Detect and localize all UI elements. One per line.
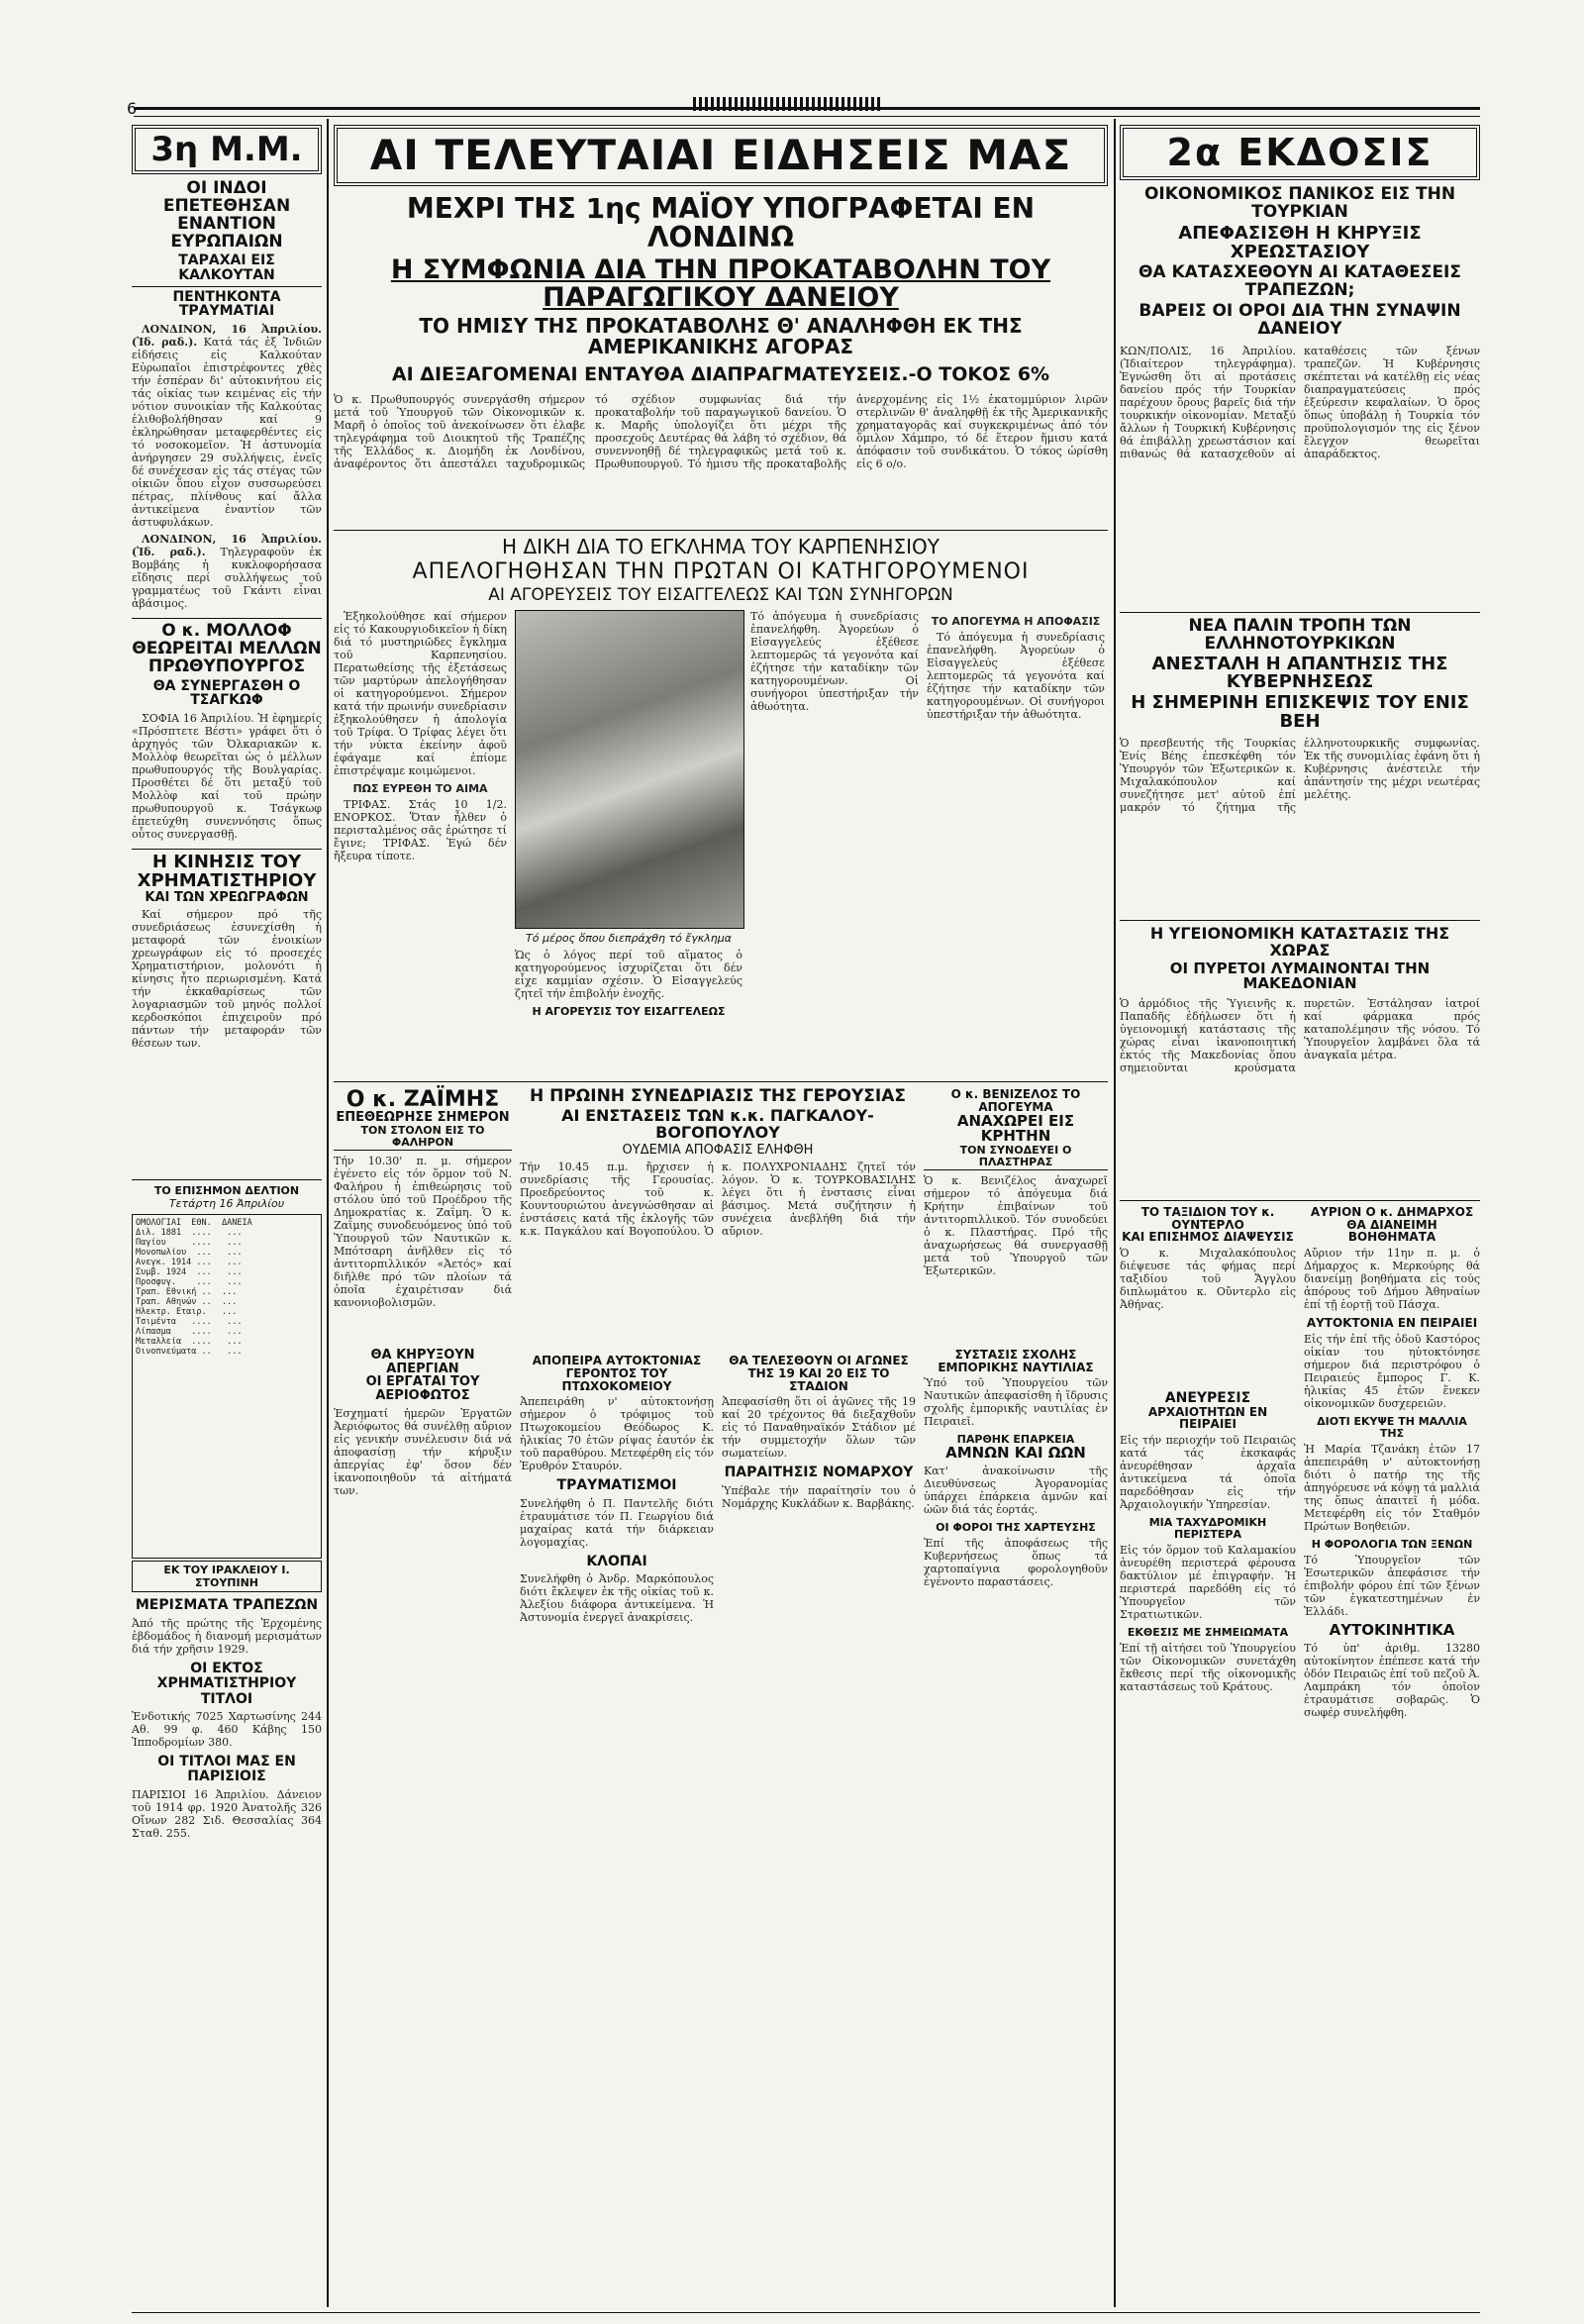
senate-subheadline: ΟΥΔΕΜΙΑ ΑΠΟΦΑΣΙΣ ΕΛΗΦΘΗ <box>622 1142 814 1158</box>
article-text: Κατά τάς ἐξ Ἰνδιῶν εἰδήσεις εἰς Καλκούταν Εὐρωπαῖοι ἐπιστρέφοντες χθὲς τήν ἑσπέραν δι' αὐτοκινήτου εἰς τάς οἰκίας των κειμένας εἰς τήν νότιον συνοικίαν τῆς Καλκούτας ἐλιθοβολήθησαν καί 9 ἐκληρώθησαν μεταφερθέντες εἰς τό νοσοκομεῖον. Ἡ ἀστυνομία ἀνήργησεν 29 συλλήψεις, ἐνεῖς δέ συνέχεσαν εἰς τάς στέγας τῶν οἰκιῶν ὅπου εἶχον συσσωρεύσει πέτρας, πλίνθους καί ἄλλα ἀντικείμενα ἐναντίον τῶν ἀστυφυλάκων. <box>132 336 322 530</box>
school-headline: ΣΥΣΤΑΣΙΣ ΣΧΟΛΗΣ <box>954 1348 1077 1363</box>
venizelos-subheadline: ΤΟΝ ΣΥΝΟΔΕΥΕΙ Ο ΠΛΑΣΤΗΡΑΣ <box>924 1145 1108 1170</box>
strike-headline: ΘΑ ΚΗΡΥΞΟΥΝ ΑΠΕΡΓΙΑΝ <box>370 1348 475 1376</box>
column-rule <box>1114 119 1116 2307</box>
supply-article: Κατ' ἀνακοίνωσιν τῆς Διευθύνσεως Ἀγορανομίας ὑπάρχει ἐπάρκεια ἀμνῶν καί ὠῶν διά τάς ἑορτάς. <box>924 1464 1108 1516</box>
center-column <box>334 125 1108 1624</box>
senate-subheadline: ΑΙ ΕΝΣΤΑΣΕΙΣ ΤΩΝ κ.κ. ΠΑΓΚΑΛΟΥ-ΒΟΓΟΠΟΥΛΟΥ <box>561 1106 874 1142</box>
health-article: Ὁ ἀρμόδιος τῆς Ὑγιεινῆς κ. Παπαδῆς ἐδήλωσεν ὅτι ἡ ὑγειονομική κατάστασις τῆς χώρας εἶναι ἱκανοποιητική ἐκτός τῆς Μακεδονίας ὅπου σημειοῦνται κρούσματα πυρετῶν. Ἐστάλησαν ἰατροί καί φάρμακα πρός καταπολέμησιν τῆς νόσου. Τό Ὑπουργεῖον λαμβάνει ὅλα τά ἀναγκαῖα μέτρα. <box>1120 997 1480 1075</box>
crime-scene-photo <box>515 610 744 929</box>
lower-center <box>334 1088 1108 1624</box>
article-text: Ὡς ὁ λόγος περί τοῦ αἵματος ὁ κατηγορούμενος ἰσχυρίζεται ὅτι δέν εἶχε καμμίαν σχέσιν. Ὁ Εἰσαγγελεύς ζητεῖ τήν ἐπιβολήν ἐνοχῆς. <box>515 949 742 1001</box>
divider <box>1120 612 1480 613</box>
dateline: ΛΟΝΔΙΝΟΝ, 16 Ἀπριλίου. (Ἰδ. ραδ.). <box>132 533 322 559</box>
lead-headline-2: Η ΣΥΜΦΩΝΙΑ ΔΙΑ ΤΗΝ ΠΡΟΚΑΤΑΒΟΛΗΝ ΤΟΥ ΠΑΡΑΓΩΓΙΚΟΥ ΔΑΝΕΙΟΥ <box>390 253 1051 314</box>
right-lower-col <box>1304 1206 1480 1719</box>
left-headline: Η ΚΙΝΗΣΙΣ ΤΟΥ ΧΡΗΜΑΤΙΣΤΗΡΙΟΥ <box>137 852 317 891</box>
trial-subheading: Η ΑΓΟΡΕΥΣΙΣ ΤΟΥ ΕΙΣΑΓΓΕΛΕΩΣ <box>532 1005 726 1019</box>
left-subheadline: ΠΕΝΤΗΚΟΝΤΑ ΤΡΑΥΜΑΤΙΑΙ <box>132 286 322 319</box>
games-headline: ΘΑ ΤΕΛΕΣΘΟΥΝ ΟΙ ΑΓΩΝΕΣ <box>729 1354 909 1368</box>
zaimis-subheadline: ΤΟΝ ΣΤΟΛΟΝ ΕΙΣ ΤΟ ΦΑΛΗΡΟΝ <box>334 1125 512 1151</box>
school-subheadline: ΕΜΠΟΡΙΚΗΣ ΝΑΥΤΙΛΙΑΣ <box>938 1360 1094 1374</box>
hair-heading: ΔΙΟΤΙ ΕΚΥΨΕ ΤΗ ΜΑΛΛΙΑ ΤΗΣ <box>1317 1415 1467 1441</box>
trial-headline-3: ΑΙ ΑΓΟΡΕΥΣΕΙΣ ΤΟΥ ΕΙΣΑΓΓΕΛΕΩΣ ΚΑΙ ΤΩΝ ΣΥΝΗΓΟΡΩΝ <box>488 584 953 605</box>
table-footer: ΕΚ ΤΟΥ ΙΡΑΚΛΕΙΟΥ Ι. ΣΤΟΥΠΙΝΗ <box>132 1561 322 1592</box>
left-headline: Ο κ. ΜΟΛΛΟΦ ΘΕΩΡΕΙΤΑΙ ΜΕΛΛΩΝ ΠΡΩΘΥΠΟΥΡΓΟΣ <box>132 621 322 676</box>
official-bulletin-date: Τετάρτη 16 Ἀπριλίου <box>168 1197 285 1211</box>
trial-section <box>334 610 1108 1075</box>
pigeon-heading: ΜΙΑ ΤΑΧΥΔΡΟΜΙΚΗ ΠΕΡΙΣΤΕΡΑ <box>1148 1515 1267 1541</box>
sub-block <box>520 1355 714 1624</box>
suicide-subheadline: ΓΕΡΟΝΤΟΣ ΤΟΥ ΠΤΩΧΟΚΟΜΕΙΟΥ <box>561 1366 672 1393</box>
divider <box>132 849 322 850</box>
bottom-rule <box>132 2312 1480 2313</box>
column-rule <box>327 119 329 2307</box>
zaimis-subheadline: ΕΠΕΘΕΩΡΗΣΕ ΣΗΜΕΡΟΝ <box>336 1110 510 1126</box>
foreigners-tax-heading: Η ΦΟΡΟΛΟΓΙΑ ΤΩΝ ΞΕΝΩΝ <box>1311 1538 1473 1552</box>
injuries-heading: ΤΡΑΥΜΑΤΙΣΜΟΙ <box>556 1477 677 1494</box>
lower-col <box>520 1088 916 1624</box>
finds-headline: ΑΝΕΥΡΕΣΙΣ <box>1164 1389 1251 1406</box>
right-headline: Η ΣΗΜΕΡΙΝΗ ΕΠΙΣΚΕΨΙΣ ΤΟΥ ΕΝΙΣ ΒΕΗ <box>1131 692 1469 733</box>
photo-caption: Τό μέρος ὅπου διεπράχθη τό ἔγκλημα <box>526 932 732 946</box>
right-lower-col <box>1120 1206 1296 1719</box>
games-subheadline: ΤΗΣ 19 ΚΑΙ 20 ΕΙΣ ΤΟ ΣΤΑΔΙΟΝ <box>747 1366 890 1393</box>
strike-subheadline: ΟΙ ΕΡΓΑΤΑΙ ΤΟΥ ΑΕΡΙΟΦΩΤΟΣ <box>365 1374 480 1404</box>
games-article: Ἀπεφασίσθη ὅτι οἱ ἀγῶνες τῆς 19 καί 20 τρέχοντος θά διεξαχθοῦν εἰς τό Παναθηναϊκόν Στάδιον μέ τήν συμμετοχήν ὅλων τῶν σωματείων. <box>722 1395 916 1461</box>
left-article <box>132 712 322 845</box>
senate-headline: Η ΠΡΩΙΝΗ ΣΥΝΕΔΡΙΑΣΙΣ ΤΗΣ ΓΕΡΟΥΣΙΑΣ <box>529 1086 907 1107</box>
left-article <box>132 323 322 614</box>
left-article <box>132 908 322 1175</box>
article-text: Τηλεγραφοῦν ἐκ Βομβάης ἡ κυκλοφορήσασα εἴδησις περί συλλήψεως τοῦ γραμματέως τοῦ Γκάντι εἶναι ἀβάσιμος. <box>132 546 322 611</box>
hair-article: Ἡ Μαρία Τζανάκη ἐτῶν 17 ἀπεπειράθη ν' αὐτοκτονήσῃ διότι ὁ πατήρ της τῆς ἀπηγόρευσε νά κόψῃ τά μαλλιά της ὅπως ἀπαιτεῖ ἡ μόδα. Μετεφέρθη εἰς τόν Σταθμόν Πρώτων Βοηθειῶν. <box>1304 1443 1480 1534</box>
right-headline: ΝΕΑ ΠΑΛΙΝ ΤΡΟΠΗ ΤΩΝ ΕΛΛΗΝΟΤΟΥΡΚΙΚΩΝ <box>1188 615 1412 654</box>
injuries-article: Συνελήφθη ὁ Π. Παντελῆς διότι ἐτραυμάτισε τόν Π. Γεωργίου διά μαχαίρας κατά τήν διάρκειαν λογομαχίας. <box>520 1496 714 1549</box>
strike-article: Ἐσχηματί ἡμερῶν Ἐργατῶν Ἀεριόφωτος θά συνέλθῃ αὔριον εἰς γενικήν συνέλευσιν διά νά ἀποφασίσῃ τήν κήρυξιν ἀπεργίας ἐφ' ὅσον δέν ἱκανοποιηθοῦν τά αἰτήματά των. <box>334 1406 512 1497</box>
right-headline: ΑΝΕΣΤΑΛΗ Η ΑΠΑΝΤΗΣΙΣ ΤΗΣ ΚΥΒΕΡΝΗΣΕΩΣ <box>1151 653 1448 693</box>
report-article: Ἐπί τῇ αἰτήσει τοῦ Ὑπουργείου τῶν Οἰκονομικῶν συνετάχθη ἔκθεσις περί τῆς οἰκονομικῆς καταστάσεως τοῦ Κράτους. <box>1120 1642 1296 1694</box>
article-text: Τό ἀπόγευμα ἡ συνεδρίασις ἐπανελήφθη. Ἀγορεύων ὁ Εἰσαγγελεύς ἐξέθεσε λεπτομερῶς τά γεγονότα καί ἐζήτησε τήν καταδίκην τῶν κατηγορουμένων. Οἱ συνήγοροι ὑπεστήριξαν τήν ἀθωότητα. <box>927 631 1105 722</box>
lower-col <box>924 1088 1108 1624</box>
right-headline: Η ΥΓΕΙΟΝΟΜΙΚΗ ΚΑΤΑΣΤΑΣΙΣ ΤΗΣ ΧΩΡΑΣ <box>1149 924 1450 960</box>
photo-block <box>515 610 742 1075</box>
right-edition-box: 2α ΕΚΔΟΣΙΣ <box>1120 125 1480 180</box>
venizelos-headline: Ο κ. ΒΕΝΙΖΕΛΟΣ ΤΟ ΑΠΟΓΕΥΜΑ <box>950 1087 1081 1114</box>
senate-article: Τήν 10.45 π.μ. ἤρχισεν ἡ συνεδρίασις τῆς Γερουσίας. Προεδρεύοντος τοῦ κ. Κουντουριώτου ἀνεγνώσθησαν αἱ ἐνστάσεις κατά τῆς ἐκλογῆς τῶν κ.κ. Παγκάλου καί Βογοπούλου. Ὁ κ. ΠΟΛΥΧΡΟΝΙΑΔΗΣ ζητεῖ τόν λόγον. Ὁ κ. ΤΟΥΡΚΟΒΑΣΙΛΗΣ λέγει ὅτι ἡ ἐνστασις εἶναι βάσιμος. Μετά συζήτησιν ἡ συνέχεια ἀνεβλήθη διά τήν αὔριον. <box>520 1161 916 1239</box>
prefect-article: Ὑπέβαλε τήν παραίτησίν του ὁ Νομάρχης Κυκλάδων κ. Βαρβάκης. <box>722 1483 916 1510</box>
thefts-article: Συνελήφθη ὁ Ἀνδρ. Μαρκόπουλος διότι ἔκλεψεν ἐκ τῆς οἰκίας τοῦ κ. Ἀλεξίου διάφορα ἀντικείμενα. Ἡ Ἀστυνομία ἐνεργεῖ ἀνακρίσεις. <box>520 1571 714 1624</box>
divider <box>1120 920 1480 921</box>
official-bulletin-title: ΤΟ ΕΠΙΣΗΜΟΝ ΔΕΛΤΙΟΝ <box>153 1184 300 1198</box>
divider <box>1120 1200 1480 1201</box>
article-text: ΣΟΦΙΑ 16 Ἀπριλίου. Ἡ ἐφημερίς «Πρόσπτετε Βέστι» γράφει ὅτι ὁ ἀρχηγός τῶν Ὀλκαριακῶν κ. Μολλὸφ θεωρεῖται ὡς ὁ μέλλων πρωθυπουργός τῆς Βουλγαρίας. Προσθέτει δέ ὅτι μεταξύ τοῦ Μολλὸφ καί τοῦ πρώην πρωθυπουργοῦ κ. Τσάγκωφ ἐπετεύχθη συνεννόησις ὅπως οὗτος συνεργασθῇ. <box>132 712 322 842</box>
lead-headline-3: ΤΟ ΗΜΙΣΥ ΤΗΣ ΠΡΟΚΑΤΑΒΟΛΗΣ Θ' ΑΝΑΛΗΦΘΗ ΕΚ ΤΗΣ ΑΜΕΡΙΚΑΝΙΚΗΣ ΑΓΟΡΑΣ <box>419 314 1023 359</box>
center-banner: ΑΙ ΤΕΛΕΥΤΑΙΑΙ ΕΙΔΗΣΕΙΣ ΜΑΣ <box>334 125 1108 186</box>
supply-headline: ΠΑΡΘΗΚ ΕΠΑΡΚΕΙΑ <box>956 1433 1075 1447</box>
suicide-headline: ΑΠΟΠΕΙΡΑ ΑΥΤΟΚΤΟΝΙΑΣ <box>532 1354 702 1368</box>
lead-headline-4: ΑΙ ΔΙΕΞΑΓΟΜΕΝΑΙ ΕΝΤΑΥΘΑ ΔΙΑΠΡΑΓΜΑΤΕΥΣΕΙΣ.-Ο ΤΟΚΟΣ 6% <box>391 363 1050 386</box>
trip-headline: ΤΟ ΤΑΞΙΔΙΟΝ ΤΟΥ κ. ΟΥΝΤΕΡΛΟ <box>1140 1205 1275 1232</box>
school-article: Ὑπό τοῦ Ὑπουργείου τῶν Ναυτικῶν ἀπεφασίσθη ἡ ἵδρυσις σχολῆς ἐμπορικῆς ναυτιλίας ἐν Πειραιεῖ. <box>924 1376 1108 1429</box>
trial-headline: Η ΔΙΚΗ ΔΙΑ ΤΟ ΕΓΚΛΗΜΑ ΤΟΥ ΚΑΡΠΕΝΗΣΙΟΥ <box>502 535 940 559</box>
dateline: ΛΟΝΔΙΝΟΝ, 16 Ἀπριλίου. (Ἰδ. ραδ.). <box>132 323 322 350</box>
closing-text: Ἐνδοτικής 7025 Χαρτωσίνης 244 Αθ. 99 φ. 460 Κάβης 150 Ἰπποδρομίων 380. <box>132 1710 322 1750</box>
tax-heading: ΟΙ ΦΟΡΟΙ ΤΗΣ ΧΑΡΤΕΥΣΗΣ <box>936 1520 1096 1534</box>
trip-article: Ὁ κ. Μιχαλακόπουλος διέψευσε τάς φήμας περί ταξιδίου τοῦ Ἄγγλου διπλωμάτου κ. Οὔντερλο εἰς Ἀθήνας. <box>1120 1246 1296 1311</box>
right-lower <box>1120 1206 1480 1719</box>
divider <box>334 530 1108 531</box>
right-headline: ΟΙΚΟΝΟΜΙΚΟΣ ΠΑΝΙΚΟΣ ΕΙΣ ΤΗΝ ΤΟΥΡΚΙΑΝ <box>1143 184 1456 222</box>
venizelos-subheadline: ΑΝΑΧΩΡΕΙ ΕΙΣ ΚΡΗΤΗΝ <box>956 1111 1075 1146</box>
page-number: 6 <box>127 99 138 118</box>
mayor-headline: ΑΥΡΙΟΝ Ο κ. ΔΗΜΑΡΧΟΣ <box>1310 1205 1474 1220</box>
finds-article: Εἰς τήν περιοχήν τοῦ Πειραιῶς κατά τάς ἐκσκαφάς ἀνευρέθησαν ἀρχαῖα ἀντικείμενα τά ὁποῖα παρεδόθησαν εἰς τήν Ἀρχαιολογικήν Ὑπηρεσίαν. <box>1120 1433 1296 1511</box>
talks-article: Ὁ πρεσβευτής τῆς Τουρκίας Ἐνίς Βέης ἐπεσκέφθη τόν Ὑπουργόν τῶν Ἐξωτερικῶν κ. Μιχαλακόπουλον καί συνεζήτησε μετ' αὐτοῦ ἐπί μακρόν τό ζήτημα τῆς ἑλληνοτουρκικῆς συμφωνίας. Ἐκ τῆς συνομιλίας ἐφάνη ὅτι ἡ Κυβέρνησις ἀνέστειλε τήν ἀπάντησίν της μέχρι νεωτέρας μελέτης. <box>1120 737 1480 815</box>
exchange-table: ΟΜΟΛΟΓΙΑΙ ΕΘΝ. ΔΑΝΕΙΑ Διλ. 1881 .... ... Παγίου .... ... Μονοπωλίου ... ... Ανεγκ. 1914 ... ... Συμβ. 1924 ... ... Προσφυγ. ... ... Τραπ. Εθνική .. ... Τραπ. Αθηνών .. ... Ηλεκτρ. Εταιρ. ... Τσιμέντα .... ... Λίπασμα .... ... Μεταλλεία .... ... Οινοπνεύματα .. ... <box>132 1214 322 1559</box>
thefts-heading: ΚΛΟΠΑΙ <box>586 1553 647 1569</box>
article-text: Ἐξηκολούθησε καί σήμερον εἰς τό Κακουργιοδικεῖον ἡ δίκη διά τό μυστηριῶδες ἔγκλημα τοῦ Καρπενησίου. Περατωθείσης τῆς ἐξετάσεως τῶν μαρτύρων ἀπελογήθησαν οἱ κατηγορούμενοι. Σήμερον κατά τήν πρωινήν συνεδρίασιν ἐξηκολούθησεν ἡ ἀπολογία τοῦ Τρίφα. Ὁ Τρίφας λέγει ὅτι τήν νύκτα ἐκείνην ἀφοῦ ἐφάγαμε καί ἐπίομε ἐπιστρέψαμε κοιμώμενοι. <box>334 610 507 778</box>
foreigners-tax-article: Τό Ὑπουργεῖον τῶν Ἐσωτερικῶν ἀπεφάσισε τήν ἐπιβολήν φόρου ἐπί τῶν ξένων τῶν ἐγκατεστημένων ἐν Ἑλλάδι. <box>1304 1554 1480 1619</box>
left-headline: ΟΙ ΙΝΔΟΙ ΕΠΕΤΕΘΗΣΑΝ ΕΝΑΝΤΙΟΝ ΕΥΡΩΠΑΙΩΝ <box>162 178 291 252</box>
divider <box>132 618 322 619</box>
trial-article <box>334 610 507 1075</box>
suicide-article: Ἀπεπειράθη ν' αὐτοκτονήσῃ σήμερον ὁ τρόφιμος τοῦ Πτωχοκομείου Θεόδωρος Κ. ἡλικίας 70 ἐτῶν ρίψας ἑαυτόν ἐκ τοῦ παραθύρου. Μετεφέρθη εἰς τόν Ἐρυθρόν Σταυρόν. <box>520 1395 714 1473</box>
suicide-article: Εἰς τήν ἐπί τῆς ὁδοῦ Καστόρος οἰκίαν του ηὐτοκτόνησε σήμερον διά περιστρόφου ὁ Πειραιεύς ἔμπορος Γ. Κ. ἡλικίας 45 ἐτῶν ἕνεκεν οἰκονομικῶν δυσχερειῶν. <box>1304 1333 1480 1411</box>
trial-subheading: ΤΟ ΑΠΟΓΕΥΜΑ Η ΑΠΟΦΑΣΙΣ <box>931 615 1101 629</box>
cars-heading: ΑΥΤΟΚΙΝΗΤΙΚΑ <box>1329 1621 1455 1640</box>
article-text: ΤΡΙΦΑΣ. Στάς 10 1/2. ΕΝΟΡΚΟΣ. Ὅταν ἦλθεν ὁ περισταλμένος σᾶς ἐρώτησε τί ἔγινε; ΤΡΙΦΑΣ. Ἐγώ δέν ἤξευρα τίποτε. <box>334 798 507 863</box>
left-subheadline: ΚΑΙ ΤΩΝ ΧΡΕΩΓΡΑΦΩΝ <box>145 889 309 905</box>
right-headline: ΑΠΕΦΑΣΙΣΘΗ Η ΚΗΡΥΞΙΣ ΧΡΕΩΣΤΑΣΙΟΥ <box>1178 222 1422 262</box>
turkey-article: ΚΩΝ/ΠΟΛΙΣ, 16 Ἀπριλίου. (Ἰδιαίτερον τηλεγράφημα). Ἐγνώσθη ὅτι αἱ προτάσεις δανείου πρός τήν Τουρκίαν παρέχουν ὅρους βαρεῖς διά τήν τουρκικήν οἰκονομίαν. Μεταξύ ἄλλων ἡ Τουρκική Κυβέρνησις θά ἐπιβάλλῃ χρεωστάσιον καί πιθανώς θά κατασχεθοῦν αἱ καταθέσεις τῶν ξένων τραπεζῶν. Ἡ Κυβέρνησις σκέπτεται νά κατέλθῃ εἰς νέας διαπραγματεύσεις πρός ἐξεύρεσιν κεφαλαίων. Ὁ ὅρος ὅπως ὑποβάλῃ ἡ Τουρκία τόν προϋπολογισμόν της εἰς ξένον ἔλεγχον θεωρεῖται ἀπαράδεκτος. <box>1120 344 1480 460</box>
prefect-heading: ΠΑΡΑΙΤΗΣΙΣ ΝΟΜΑΡΧΟΥ <box>724 1465 914 1481</box>
rates-heading: ΜΕΡΙΣΜΑΤΑ ΤΡΑΠΕΖΩΝ <box>135 1597 319 1614</box>
pigeon-article: Εἰς τόν ὅρμον τοῦ Καλαμακίου ἀνευρέθη περιστερά φέρουσα δακτύλιον μέ ἐπιγραφήν. Ἡ περιστερά παρεδόθη εἰς τό Ὑπουργεῖον τῶν Στρατιωτικῶν. <box>1120 1544 1296 1622</box>
lead-headline: ΜΕΧΡΙ ΤΗΣ 1ης ΜΑΪΟΥ ΥΠΟΓΡΑΦΕΤΑΙ ΕΝ ΛΟΝΔΙΝΩ <box>406 192 1036 254</box>
divider <box>334 1081 1108 1082</box>
closing-heading: ΟΙ ΕΚΤΟΣ ΧΡΗΜΑΤΙΣΤΗΡΙΟΥ ΤΙΤΛΟΙ <box>156 1660 297 1707</box>
tax-article: Ἐπί τῆς ἀποφάσεως τῆς Κυβερνήσεως ὅπως τά χαρτοπαίγνια φορολογηθοῦν ἐγένοντο παραστάσεις. <box>924 1536 1108 1588</box>
cars-article: Τό ὑπ' ἀριθμ. 13280 αὐτοκίνητον ἐπέπεσε κατά τήν ὁδόν Πειραιῶς ἐπί τοῦ πεζοῦ Ἀ. Λαμπράκη τόν ὁποῖον ἐτραυμάτισε σοβαρῶς. Ὁ σωφέρ συνελήφθη. <box>1304 1642 1480 1720</box>
trial-article: Τό ἀπόγευμα ἡ συνεδρίασις ἐπανελήφθη. Ἀγορεύων ὁ Εἰσαγγελεύς ἐξέθεσε λεπτομερῶς τά γεγονότα καί ἐζήτησε τήν καταδίκην τῶν κατηγορουμένων. Οἱ συνήγοροι ὑπεστήριξαν τήν ἀθωότητα. <box>750 610 919 714</box>
right-headline: ΟΙ ΠΥΡΕΤΟΙ ΛΥΜΑΙΝΟΝΤΑΙ ΤΗΝ ΜΑΚΕΔΟΝΙΑΝ <box>1169 959 1431 993</box>
trial-headline-2: ΑΠΕΛΟΓΗΘΗΣΑΝ ΤΗΝ ΠΡΩΤΑΝ ΟΙ ΚΑΤΗΓΟΡΟΥΜΕΝΟΙ <box>412 559 1030 585</box>
left-subheadline: ΘΑ ΣΥΝΕΡΓΑΣΘΗ Ο ΤΣΑΓΚΩΦ <box>152 677 301 709</box>
right-headline: ΘΑ ΚΑΤΑΣΧΕΘΟΥΝ ΑΙ ΚΑΤΑΘΕΣΕΙΣ ΤΡΑΠΕΖΩΝ; <box>1138 262 1461 301</box>
report-heading: ΕΚΘΕΣΙΣ ΜΕ ΣΗΜΕΙΩΜΑΤΑ <box>1127 1626 1289 1640</box>
zaimis-article: Τήν 10.30' π. μ. σήμερον ἐγένετο εἰς τόν ὅρμον τοῦ Ν. Φαλήρου ἡ ἐπιθεώρησις τοῦ στόλου ὑπό τοῦ Προέδρου τῆς Δημοκρατίας κ. Ζαΐμη. Ὁ κ. Ζαΐμης συνοδευόμενος ὑπό τοῦ Ὑπουργοῦ τῶν Ναυτικῶν κ. Μπότσαρη ἀνῆλθεν εἰς τό ἀντιτορπιλλικόν «Ἀετός» καί διῆλθε πρό τῶν πλοίων τά ὁποῖα ἐχαιρέτισαν διά κανονιοβολισμῶν. <box>334 1155 512 1310</box>
left-edition-box: 3η Μ.Μ. <box>132 125 322 174</box>
senate-subrow <box>520 1355 916 1624</box>
top-rule <box>134 107 1480 117</box>
mayor-subheadline: ΘΑ ΔΙΑΝΕΙΜΗ ΒΟΗΘΗΜΑΤΑ <box>1346 1217 1437 1245</box>
lead-article: Ὁ κ. Πρωθυπουργός συνεργάσθη σήμερον μετά τοῦ Ὑπουργοῦ τῶν Οἰκονομικῶν κ. Μαρῆ ὁ ὁποῖος τοῦ ἀνεκοίνωσεν ὅτι ἐλαβε τηλεγράφημα τοῦ Διοικητοῦ τῆς Τραπέζης τῆς Ἑλλάδος κ. Διομήδη ἐκ Λονδίνου, ἀναφέροντος ὅτι ἀπεστάλει ταχυδρομικῶς τό σχέδιον συμφωνίας διά τήν προκαταβολήν τοῦ παραγωγικοῦ δανείου. Ὁ κ. Μαρῆς ὑπολογίζει ὅτι μέχρι τῆς προσεχοῦς Δευτέρας θά λάβη τό σχέδιον, θά συνεννοηθῇ δέ τηλεγραφικῶς μετά τοῦ κ. Πρωθυπουργοῦ. Τό ἡμισυ τῆς προκαταβολῆς ἀνερχομένης εἰς 1½ ἑκατομμύριον λιρῶν στερλινῶν θ' ἀναληφθῇ ἐκ τῆς Ἀμερικανικῆς χρηματαγορᾶς καί συγκεκριμένως ἀπό τόν ὅμιλον Χάμπρο, τό δέ ἕτερον ἥμισυ κατά ἀπόφασιν τοῦ συνδικάτου. Ὁ τόκος ὡρίσθη εἰς 6 ο/ο. <box>334 393 1108 471</box>
trial-article <box>927 610 1105 1075</box>
trip-subheadline: ΚΑΙ ΕΠΙΣΗΜΟΣ ΔΙΑΨΕΥΣΙΣ <box>1122 1230 1294 1245</box>
article-text: Καί σήμερον πρό τῆς συνεδριάσεως ἐσυνεχίσθη ἡ μεταφορά τῶν ἐνοικίων χρεωγράφων εἰς τό προσεχές Χρηματιστήριον, μολονότι ἡ κίνησις ἦτο περιωρισμένη. Κατά τήν ἐκκαθαρίσεως τῶν λογαριασμῶν τοῦ μηνός πολλοί κερδοσκόποι ἐπιχειροῦν πρό πάντων τήν μεταφοράν τῶν θέσεων των. <box>132 908 322 1051</box>
left-subheadline: ΤΑΡΑΧΑΙ ΕΙΣ ΚΑΛΚΟΥΤΑΝ <box>178 253 275 284</box>
left-column <box>132 125 322 1840</box>
rates-text: Ἀπό τῆς πρώτης τῆς Ἐρχομένης ἑβδομάδος ἡ διανομή μερισμάτων διά τήν χρῆσιν 1929. <box>132 1616 322 1656</box>
paris-text: ΠΑΡΙΣΙΟΙ 16 Ἀπριλίου. Δάνειον τοῦ 1914 φρ. 1920 Ἀνατολῆς 326 Οἴνων 282 Σιδ. Θεσσαλίας 364 Σταθ. 255. <box>132 1787 322 1840</box>
mayor-article: Αὔριον τήν 11ην π. μ. ὁ Δήμαρχος κ. Μερκούρης θά διανείμῃ βοηθήματα εἰς τούς ἀπόρους τοῦ Δήμου Ἀθηναίων ἐπί τῇ ἑορτῇ τοῦ Πάσχα. <box>1304 1246 1480 1311</box>
right-headline: ΒΑΡΕΙΣ ΟΙ ΟΡΟΙ ΔΙΑ ΤΗΝ ΣΥΝΑΨΙΝ ΔΑΝΕΙΟΥ <box>1138 301 1461 339</box>
suicide-heading: ΑΥΤΟΚΤΟΝΙΑ ΕΝ ΠΕΙΡΑΙΕΙ <box>1306 1315 1478 1330</box>
finds-subheadline: ΑΡΧΑΙΟΤΗΤΩΝ ΕΝ ΠΕΙΡΑΙΕΙ <box>1147 1404 1268 1432</box>
paris-heading: ΟΙ ΤΙΤΛΟΙ ΜΑΣ ΕΝ ΠΑΡΙΣΙΟΙΣ <box>157 1754 296 1785</box>
trial-subheading: ΠΩΣ ΕΥΡΕΘΗ ΤΟ ΑΙΜΑ <box>352 782 488 796</box>
sub-block <box>722 1355 916 1624</box>
zaimis-headline: Ο κ. ΖΑΪΜΗΣ <box>346 1087 500 1113</box>
supply-subheadline: ΑΜΝΩΝ ΚΑΙ ΩΩΝ <box>945 1443 1086 1462</box>
divider <box>132 1179 322 1180</box>
venizelos-article: Ὁ κ. Βενιζέλος ἀναχωρεῖ σήμερον τό ἀπόγευμα διά Κρήτην ἐπιβαίνων τοῦ ἀντιτορπιλλικοῦ. Τόν συνοδεύει ὁ κ. Πλαστήρας. Πρό τῆς ἀναχωρήσεως θά συνεργασθῇ μετά τοῦ Ὑπουργοῦ τῶν Ἐξωτερικῶν. <box>924 1174 1108 1278</box>
right-column <box>1120 125 1480 1719</box>
lower-col <box>334 1088 512 1624</box>
